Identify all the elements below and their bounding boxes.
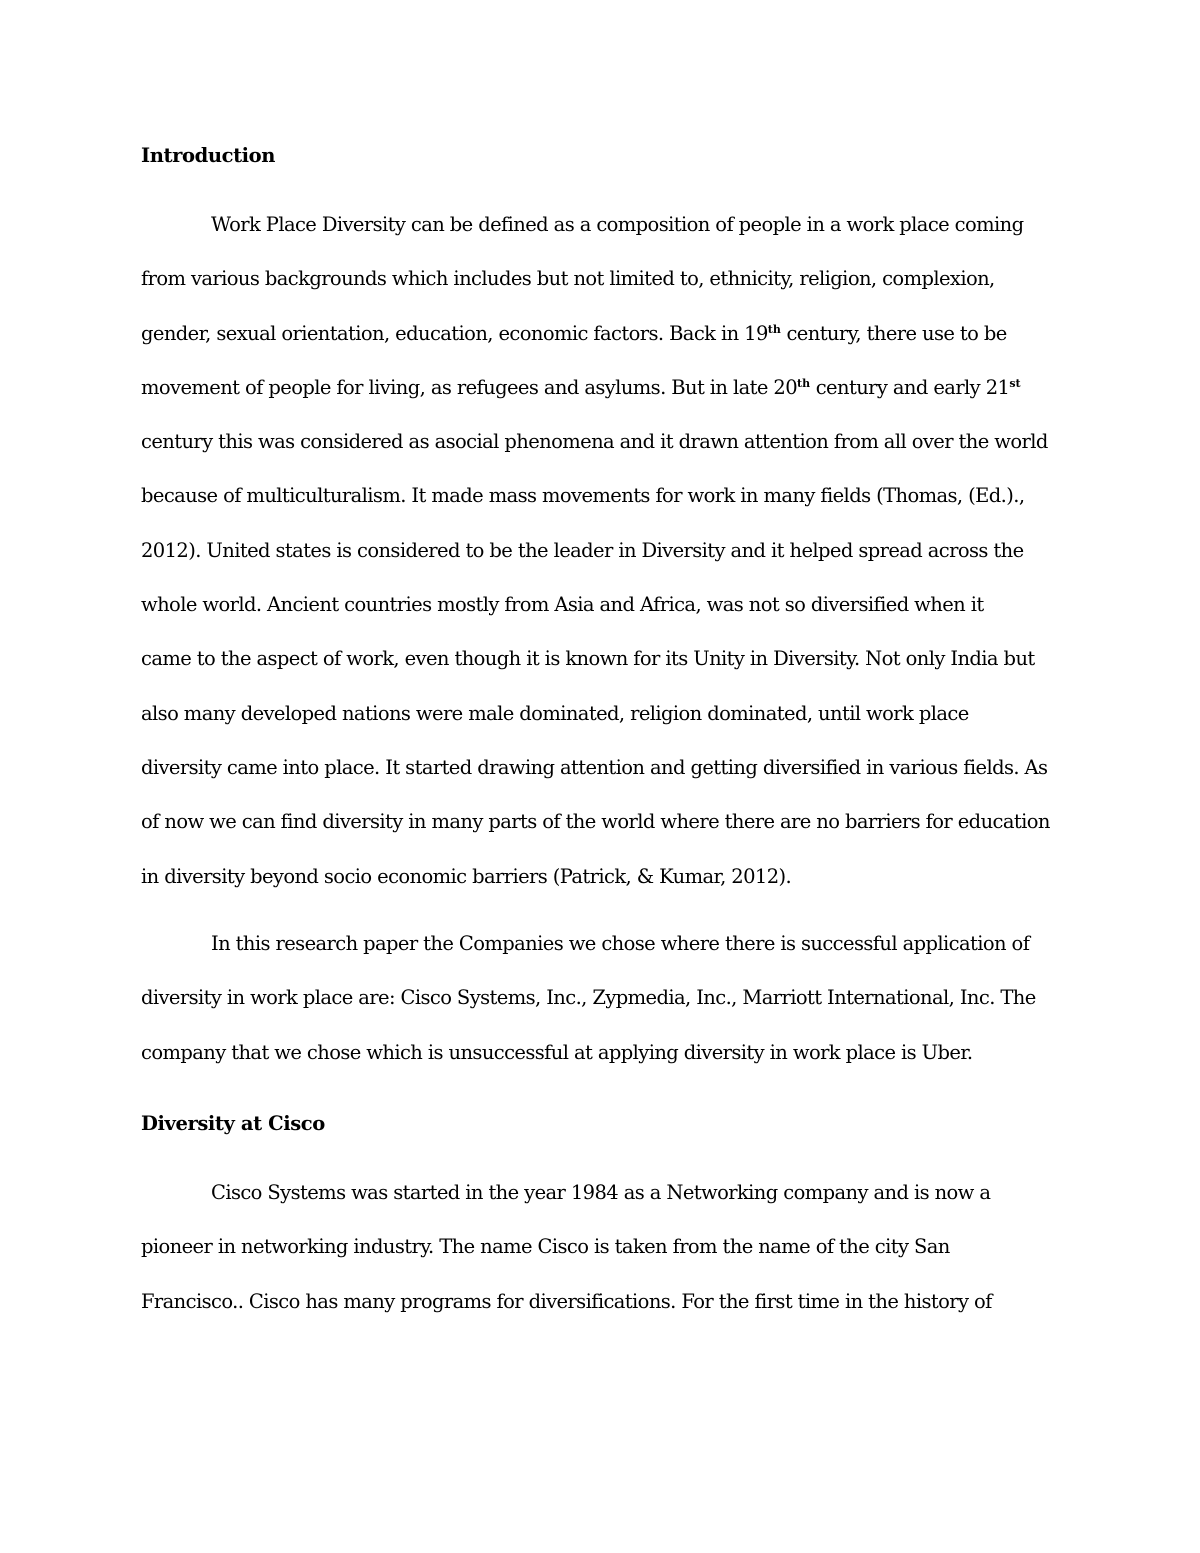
text-segment: gender, sexual orientation, education, economic factors. Back in 19: [141, 321, 768, 345]
text-line: company that we chose which is unsuccessful at applying diversity in work place is Uber.: [141, 1040, 973, 1064]
text-line: [141, 307, 1061, 361]
text-line: diversity in work place are: Cisco Systems, Inc., Zypmedia, Inc., Marriott International, Inc. The: [141, 986, 1036, 1010]
paragraph-intro-1: [141, 198, 1061, 904]
text-line: in diversity beyond socio economic barriers (Patrick, & Kumar, 2012).: [141, 864, 792, 888]
text-line: 2012). United states is considered to be the leader in Diversity and it helped spread across the: [141, 538, 1024, 562]
text-line: from various backgrounds which includes but not limited to, ethnicity, religion, complexion,: [141, 267, 995, 291]
text-segment: movement of people for living, as refugees and asylums. But in late 20: [141, 375, 798, 399]
text-line: diversity came into place. It started drawing attention and getting diversified in various fields. As: [141, 755, 1048, 779]
text-line: Cisco Systems was started in the year 1984 as a Networking company and is now a: [211, 1181, 991, 1204]
heading-introduction: Introduction: [141, 144, 276, 167]
heading-diversity-at-cisco: Diversity at Cisco: [141, 1112, 325, 1135]
ordinal-superscript: th: [767, 322, 781, 336]
text-line: [141, 361, 1061, 415]
text-line: century this was considered as asocial phenomena and it drawn attention from all over the world: [141, 430, 1048, 454]
text-line: Work Place Diversity can be defined as a composition of people in a work place coming: [211, 213, 1024, 236]
text-line: of now we can find diversity in many parts of the world where there are no barriers for education: [141, 810, 1050, 834]
ordinal-superscript: th: [797, 376, 811, 390]
paragraph-cisco-1: [141, 1166, 1061, 1329]
text-line: also many developed nations were male dominated, religion dominated, until work place: [141, 701, 969, 725]
text-segment: century, there use to be: [780, 321, 1007, 345]
text-line: pioneer in networking industry. The name Cisco is taken from the name of the city San: [141, 1235, 950, 1259]
ordinal-superscript: st: [1009, 376, 1021, 390]
text-line: because of multiculturalism. It made mass movements for work in many fields (Thomas, (Ed.).,: [141, 484, 1025, 508]
text-line: whole world. Ancient countries mostly from Asia and Africa, was not so diversified when it: [141, 593, 984, 617]
text-line: came to the aspect of work, even though it is known for its Unity in Diversity. Not only India but: [141, 647, 1035, 671]
text-line: In this research paper the Companies we chose where there is successful application of: [211, 932, 1030, 955]
paragraph-intro-2: [141, 917, 1061, 1080]
text-line: Francisco.. Cisco has many programs for diversifications. For the first time in the history of: [141, 1289, 992, 1313]
text-segment: century and early 21: [810, 375, 1010, 399]
